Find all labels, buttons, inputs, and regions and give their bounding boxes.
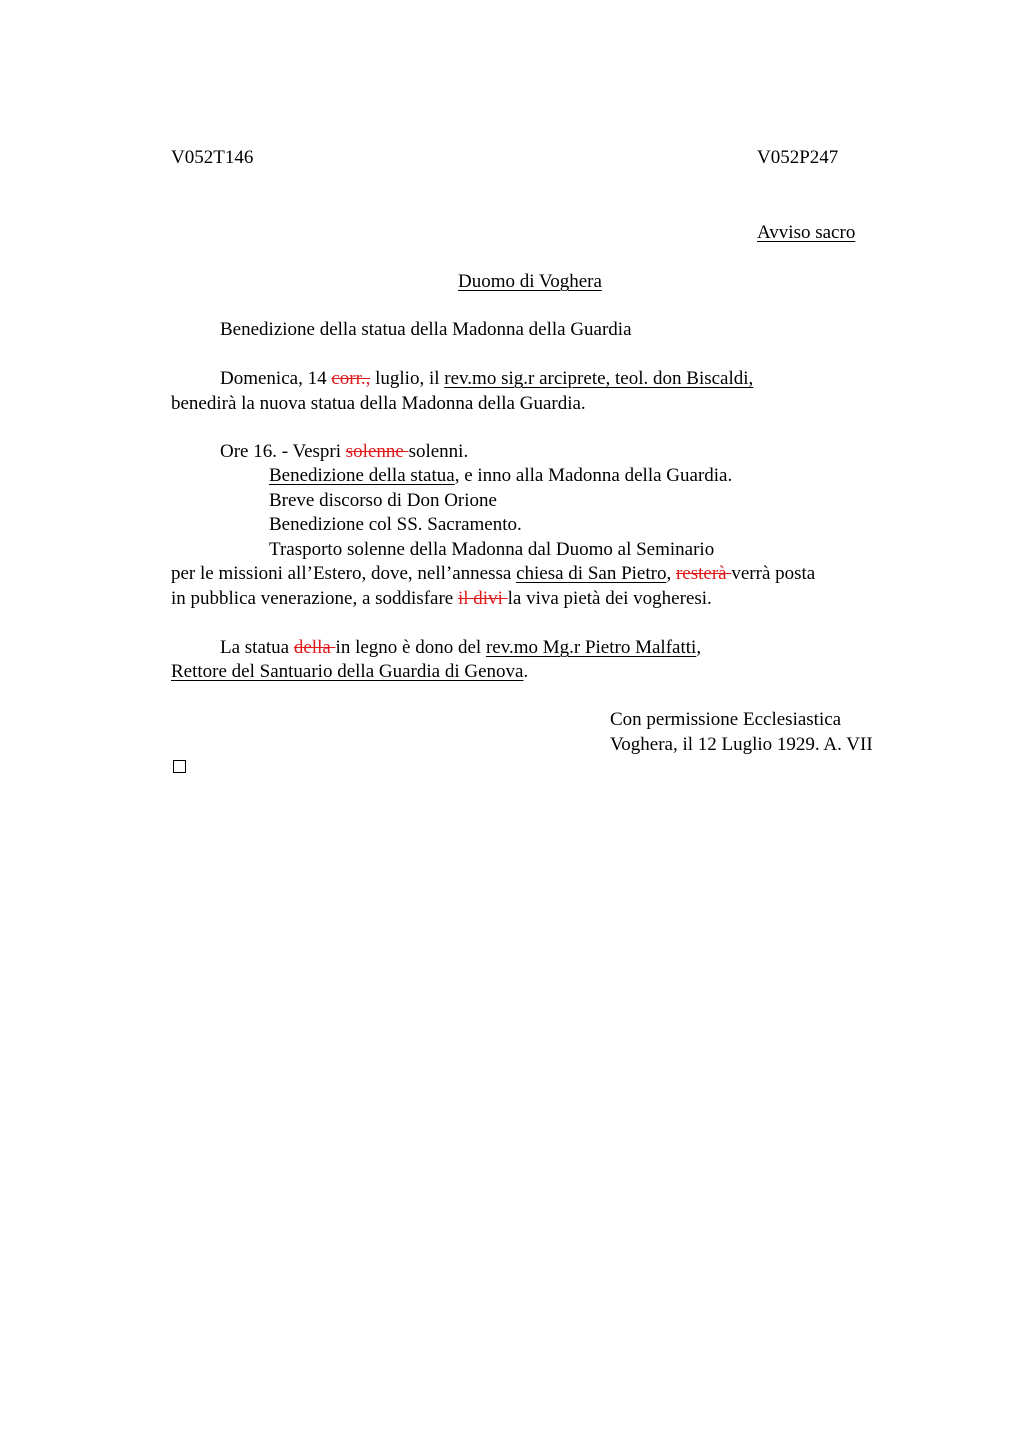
paragraph-3-line-2 <box>171 660 528 684</box>
text-span: in legno è dono del <box>335 637 486 658</box>
text-span: Domenica, 14 <box>220 368 332 389</box>
text-span: solenni. <box>408 441 469 462</box>
text-span: per le missioni all’Estero, dove, nell’annessa <box>171 563 517 584</box>
underlined-text: chiesa di San Pietro <box>516 563 667 584</box>
text-span: verrà posta <box>731 563 816 584</box>
program-item-1 <box>269 464 732 488</box>
text-span: . <box>523 661 529 682</box>
title-line: Benedizione della statua della Madonna della Guardia <box>220 319 632 340</box>
program-time-line <box>220 440 468 464</box>
underlined-text: rev.mo Mg.r Pietro Malfatti <box>485 637 697 658</box>
text-span: , <box>666 563 676 584</box>
notice-label: Avviso sacro <box>757 222 856 243</box>
document-code-left: V052T146 <box>171 147 254 168</box>
paragraph-1-line-1 <box>220 367 753 391</box>
text-span: luglio, il <box>370 368 445 389</box>
program-item-4: Trasporto solenne della Madonna dal Duomo al Seminario <box>269 539 715 560</box>
paragraph-3-line-1 <box>220 636 701 660</box>
empty-square-icon <box>173 760 186 773</box>
text-span: in pubblica venerazione, a soddisfare <box>171 588 458 609</box>
deleted-text: corr., <box>331 368 371 389</box>
program-item-2: Breve discorso di Don Orione <box>269 490 497 511</box>
deleted-text: il divi <box>458 588 508 609</box>
underlined-text: Benedizione della statua <box>269 465 455 486</box>
paragraph-1-line-2: benedirà la nuova statua della Madonna della Guardia. <box>171 393 586 414</box>
deleted-text: della <box>293 637 336 658</box>
text-span: , <box>696 637 702 658</box>
text-span: , e inno alla Madonna della Guardia. <box>454 465 733 486</box>
deleted-text: resterà <box>675 563 732 584</box>
church-heading: Duomo di Voghera <box>458 271 602 292</box>
program-continuation-1 <box>171 562 815 586</box>
permission-line: Con permissione Ecclesiastica <box>610 709 842 730</box>
text-span: Ore 16. - Vespri <box>220 441 346 462</box>
document-code-right: V052P247 <box>757 147 839 168</box>
program-item-3: Benedizione col SS. Sacramento. <box>269 514 522 535</box>
program-continuation-2 <box>171 587 712 611</box>
underlined-text: Rettore del Santuario della Guardia di Genova <box>171 661 524 682</box>
text-span: la viva pietà dei vogheresi. <box>507 588 712 609</box>
place-date-line: Voghera, il 12 Luglio 1929. A. VII <box>610 734 873 755</box>
text-span: La statua <box>220 637 294 658</box>
deleted-text: solenne <box>345 441 409 462</box>
underlined-text: rev.mo sig.r arciprete, teol. don Biscaldi, <box>444 368 754 389</box>
